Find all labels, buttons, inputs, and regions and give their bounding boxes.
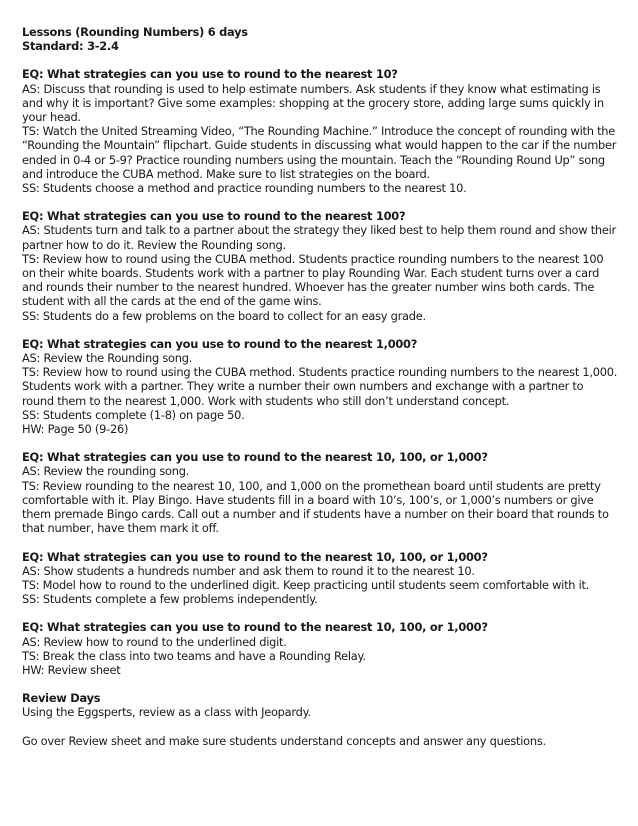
lesson-line: TS: Model how to round to the underlined digit. Keep practicing until students seem comfortable with it.	[22, 577, 590, 592]
lesson-line: TS: Watch the United Streaming Video, “The Rounding Machine.” Introduce the concept of rounding with the “Rounding the Mountain” flipchart. Guide students in discussing what would happen to the car if the number ended in 0-4 or 5-9? Practice rounding numbers using the mountain. Teach the “Rounding Round Up” song and introduce the CUBA method. Make sure to list strategies on the board.	[22, 124, 617, 181]
lesson-line: AS: Discuss that rounding is used to help estimate numbers. Ask students if they know what estimating is and why it is important? Give some examples: shopping at the grocery store, adding large sums quickly in your head.	[22, 81, 604, 125]
essential-question: EQ: What strategies can you use to round to the nearest 10, 100, or 1,000?	[22, 620, 488, 635]
lesson-line: TS: Break the class into two teams and have a Rounding Relay.	[22, 648, 366, 663]
review-paragraph: Go over Review sheet and make sure students understand concepts and answer any questions.	[22, 733, 546, 748]
standard-label: Standard: 3-2.4	[22, 39, 119, 54]
lesson-line: TS: Review rounding to the nearest 10, 100, and 1,000 on the promethean board until students are pretty comfortable with it. Play Bingo. Have students fill in a board with 10’s, 100’s, or 1,000’s numbers or give them premade Bingo cards. Call out a number and if students have a number on their board that rounds to that number, have them mark it off.	[22, 478, 609, 536]
lesson-line: TS: Review how to round using the CUBA method. Students practice rounding numbers to the nearest 1,000. Students work with a partner. They write a number their own numbers and exchange with a partner to round them to the nearest 1,000. Work with students who still don’t understand concept.	[22, 365, 618, 408]
essential-question: EQ: What strategies can you use to round to the nearest 10?	[22, 67, 398, 82]
review-section	[22, 691, 618, 748]
lesson-line: AS: Review how to round to the underlined digit.	[22, 634, 287, 649]
lesson-line: SS: Students do a few problems on the board to collect for an easy grade.	[22, 308, 426, 323]
review-paragraph: Using the Eggsperts, review as a class with Jeopardy.	[22, 705, 311, 720]
document-title: Lessons (Rounding Numbers) 6 days	[22, 25, 248, 39]
lesson-line: SS: Students choose a method and practice rounding numbers to the nearest 10.	[22, 181, 467, 196]
lesson-section-2	[22, 209, 618, 323]
lesson-section-4	[22, 450, 618, 535]
essential-question: EQ: What strategies can you use to round to the nearest 1,000?	[22, 336, 418, 351]
lesson-line: AS: Students turn and talk to a partner about the strategy they liked best to help them round and show their partner how to do it. Review the Rounding song.	[22, 223, 616, 252]
lesson-section-6	[22, 620, 618, 677]
lesson-line: AS: Show students a hundreds number and ask them to round it to the nearest 10.	[22, 563, 475, 578]
lesson-line: HW: Page 50 (9-26)	[22, 422, 129, 437]
lesson-line: HW: Review sheet	[22, 662, 121, 677]
lesson-line: AS: Review the Rounding song.	[22, 351, 193, 366]
review-heading: Review Days	[22, 691, 101, 706]
lesson-section-5	[22, 550, 618, 607]
lesson-section-3	[22, 337, 618, 436]
lesson-line: TS: Review how to round using the CUBA method. Students practice rounding numbers to the nearest 100 on their white boards. Students work with a partner to play Rounding War. Each student turns over a card and rounds their number to the nearest hundred. Whoever has the greater number wins both cards. The student with all the cards at the end of the game wins.	[22, 251, 604, 309]
lesson-line: AS: Review the rounding song.	[22, 464, 190, 479]
essential-question: EQ: What strategies can you use to round to the nearest 10, 100, or 1,000?	[22, 549, 488, 564]
lesson-line: SS: Students complete a few problems independently.	[22, 592, 318, 607]
essential-question: EQ: What strategies can you use to round to the nearest 10, 100, or 1,000?	[22, 450, 488, 465]
lesson-line: SS: Students complete (1-8) on page 50.	[22, 407, 245, 422]
document-header	[22, 25, 618, 53]
essential-question: EQ: What strategies can you use to round to the nearest 100?	[22, 209, 406, 224]
lesson-section-1	[22, 67, 618, 195]
document-page	[22, 25, 618, 762]
